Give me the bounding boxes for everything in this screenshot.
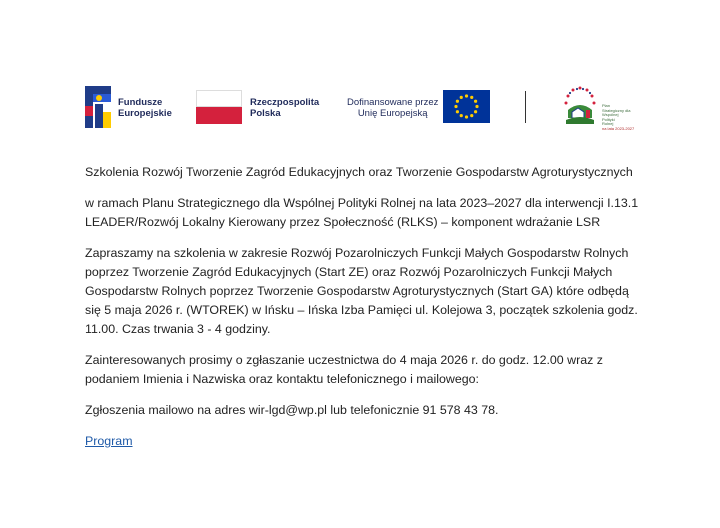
fundusze-line1: Fundusze [118, 97, 163, 108]
document-title: Szkolenia Rozwój Tworzenie Zagród Edukacyjnych oraz Tworzenie Gospodarstw Agroturystycznych [85, 165, 633, 179]
ps-line4: Polityki [602, 116, 615, 122]
logo-bar [0, 0, 720, 150]
fundusze-line2: Europejskie [118, 108, 172, 119]
document-registration: Zainteresowanych prosimy o zgłaszanie uczestnictwa do 4 maja 2026 r. do godz. 12.00 wraz z podaniem Imienia i Nazwiska oraz kontaktu telefonicznego i mailowego: [85, 353, 603, 386]
program-link[interactable]: Program [85, 434, 133, 448]
plan-strategiczny-label [602, 104, 642, 131]
eu-line1: Dofinansowane przez [347, 97, 439, 108]
ps-line3: Wspólnej [602, 112, 619, 117]
fundusze-europejskie-icon [85, 86, 115, 128]
rzeczpospolita-label [250, 97, 319, 119]
poland-flag-icon [196, 90, 242, 124]
plan-strategiczny-icon [560, 84, 600, 128]
ps-line5: Rolnej [602, 121, 614, 126]
logo-divider [525, 91, 526, 123]
rzeczpospolita-line2: Polska [250, 108, 281, 119]
eu-funding-label [347, 97, 438, 119]
document-contact: Zgłoszenia mailowo na adres wir-lgd@wp.pl lub telefonicznie 91 578 43 78. [85, 403, 499, 417]
document-intro: w ramach Planu Strategicznego dla Wspólnej Polityki Rolnej na lata 2023–2027 dla interwencji I.13.1 LEADER/Rozwój Lokalny Kierowany przez Społeczność (RLKS) – komponent wdrażanie LSR [85, 196, 639, 229]
ps-line2: Strategiczny dla [602, 107, 631, 113]
eu-flag-icon [443, 90, 490, 123]
eu-line2: Unię Europejską [357, 108, 428, 119]
ps-line6: na lata 2023-2027 [602, 125, 635, 131]
rzeczpospolita-line1: Rzeczpospolita [250, 97, 320, 108]
document-invitation: Zapraszamy na szkolenia w zakresie Rozwój Pozarolniczych Funkcji Małych Gospodarstw Rolnych poprzez Tworzenie Zagród Edukacyjnych (Start ZE) oraz Rozwój Pozarolniczych Funkcji Małych Gospodarstw Rolnych poprzez Tworzenie Gospodarstw Agroturystycznych (Start GA) które odbędą się 5 maja 2026 r. (WTOREK) w Ińsku – Ińska Izba Pamięci ul. Kolejowa 3, początek szkolenia godz. 11.00. Czas trwania 3 - 4 godziny. [85, 246, 638, 336]
ps-line1: Plan [602, 103, 611, 108]
fundusze-europejskie-label [118, 97, 172, 119]
document-body [85, 163, 645, 463]
